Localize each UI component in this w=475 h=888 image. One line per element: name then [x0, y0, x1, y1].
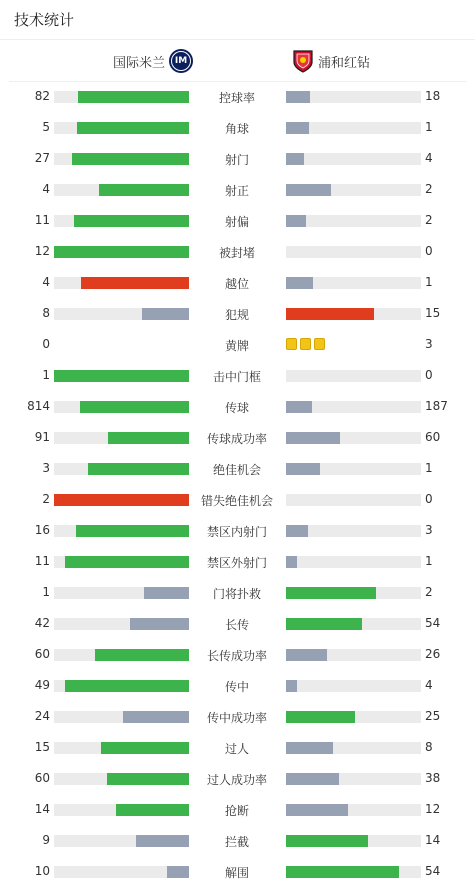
- away-value: 1: [425, 120, 433, 134]
- stat-label: 控球率: [218, 91, 255, 105]
- home-bar-fill: [136, 835, 189, 847]
- away-value: 14: [425, 833, 441, 847]
- away-value: 2: [425, 585, 433, 599]
- stat-label: 门将扑救: [212, 587, 261, 601]
- home-bar-track: [54, 711, 189, 723]
- stat-label: 射门: [224, 153, 249, 167]
- away-bar-track: [286, 246, 421, 258]
- stat-label: 传中: [224, 680, 249, 694]
- teams-header: [9, 40, 466, 82]
- home-bar-fill: [99, 184, 189, 196]
- home-bar-track: [54, 122, 189, 134]
- away-value: 1: [425, 554, 433, 568]
- stat-label: 绝佳机会: [212, 463, 261, 477]
- stat-row: [0, 174, 475, 205]
- home-bar-track: [54, 804, 189, 816]
- away-bar-track: [286, 680, 421, 692]
- yellow-card-icon: [286, 338, 297, 350]
- away-bar-fill: [286, 184, 331, 196]
- away-value: 15: [425, 306, 441, 320]
- home-bar-fill: [88, 463, 189, 475]
- home-value: 82: [34, 89, 50, 103]
- home-value: 4: [42, 182, 50, 196]
- home-bar-track: [54, 556, 189, 568]
- away-value: 1: [425, 461, 433, 475]
- stat-label: 错失绝佳机会: [200, 494, 273, 508]
- home-value: 60: [34, 771, 50, 785]
- page-title: 技术统计: [14, 11, 75, 29]
- stat-label: 解围: [224, 866, 249, 880]
- home-bar-fill: [108, 432, 189, 444]
- stat-row: [0, 267, 475, 298]
- away-bar-fill: [286, 587, 376, 599]
- home-bar-fill: [72, 153, 189, 165]
- away-bar-track: [286, 153, 421, 165]
- away-bar-track: [286, 742, 421, 754]
- away-bar-track: [286, 401, 421, 413]
- stat-row: [0, 236, 475, 267]
- away-value: 0: [425, 244, 433, 258]
- away-value: 1: [425, 275, 433, 289]
- away-bar-track: [286, 804, 421, 816]
- away-value: 25: [425, 709, 441, 723]
- home-value: 49: [34, 678, 50, 692]
- away-bar-track: [286, 184, 421, 196]
- away-value: 2: [425, 182, 433, 196]
- home-value: 3: [42, 461, 50, 475]
- away-bar-fill: [286, 308, 374, 320]
- home-value: 9: [42, 833, 50, 847]
- home-bar-fill: [116, 804, 189, 816]
- away-team-name: 浦和红钻: [318, 55, 371, 71]
- home-bar-track: [54, 680, 189, 692]
- home-bar-track: [54, 835, 189, 847]
- home-bar-track: [54, 525, 189, 537]
- home-bar-fill: [77, 122, 189, 134]
- yellow-card-icon: [300, 338, 311, 350]
- away-value: 54: [425, 864, 441, 878]
- stat-row: [0, 763, 475, 794]
- stat-row: [0, 360, 475, 391]
- away-bar-fill: [286, 680, 297, 692]
- home-bar-track: [54, 277, 189, 289]
- home-bar-fill: [74, 215, 189, 227]
- home-team[interactable]: [113, 48, 193, 74]
- stat-row: [0, 732, 475, 763]
- away-bar-track: [286, 122, 421, 134]
- home-bar-track: [54, 91, 189, 103]
- away-value: 8: [425, 740, 433, 754]
- yellow-card-icon: [314, 338, 325, 350]
- home-bar-track: [54, 866, 189, 878]
- home-value: 14: [34, 802, 50, 816]
- home-value: 15: [34, 740, 50, 754]
- stat-label: 过人成功率: [206, 773, 267, 787]
- home-bar-fill: [130, 618, 189, 630]
- home-bar-track: [54, 494, 189, 506]
- home-bar-fill: [101, 742, 189, 754]
- stat-row: [0, 608, 475, 639]
- home-bar-track: [54, 401, 189, 413]
- yellow-cards: [286, 338, 325, 350]
- away-bar-fill: [286, 649, 327, 661]
- away-value: 26: [425, 647, 441, 661]
- away-bar-track: [286, 649, 421, 661]
- away-value: 54: [425, 616, 441, 630]
- home-bar-fill: [142, 308, 189, 320]
- home-bar-track: [54, 463, 189, 475]
- home-team-name: 国际米兰: [112, 55, 165, 71]
- home-bar-fill: [78, 91, 189, 103]
- stat-row: [0, 515, 475, 546]
- home-bar-track: [54, 587, 189, 599]
- away-bar-fill: [286, 711, 355, 723]
- home-value: 1: [42, 585, 50, 599]
- home-value: 814: [27, 399, 50, 413]
- away-bar-fill: [286, 401, 312, 413]
- away-bar-fill: [286, 91, 310, 103]
- away-bar-fill: [286, 773, 339, 785]
- away-value: 2: [425, 213, 433, 227]
- home-value: 2: [42, 492, 50, 506]
- home-value: 24: [34, 709, 50, 723]
- home-value: 1: [42, 368, 50, 382]
- stat-row: [0, 143, 475, 174]
- away-bar-fill: [286, 618, 362, 630]
- away-value: 60: [425, 430, 441, 444]
- away-bar-fill: [286, 122, 309, 134]
- home-bar-fill: [167, 866, 189, 878]
- away-bar-track: [286, 835, 421, 847]
- stat-row: [0, 856, 475, 887]
- home-bar-track: [54, 370, 189, 382]
- stat-row: [0, 577, 475, 608]
- home-bar-track: [54, 618, 189, 630]
- home-value: 60: [34, 647, 50, 661]
- away-bar-track: [286, 711, 421, 723]
- away-value: 4: [425, 678, 433, 692]
- stat-label: 长传成功率: [206, 649, 267, 663]
- away-value: 187: [425, 399, 448, 413]
- stat-row: [0, 205, 475, 236]
- home-bar-fill: [54, 246, 189, 258]
- home-bar-fill: [76, 525, 189, 537]
- away-bar-fill: [286, 153, 304, 165]
- home-bar-track: [54, 246, 189, 258]
- away-value: 0: [425, 492, 433, 506]
- away-team[interactable]: [292, 48, 370, 74]
- stat-label: 抢断: [224, 804, 249, 818]
- home-value: 4: [42, 275, 50, 289]
- stat-row: [0, 670, 475, 701]
- stat-row: [0, 298, 475, 329]
- away-bar-track: [286, 525, 421, 537]
- away-value: 38: [425, 771, 441, 785]
- away-bar-track: [286, 587, 421, 599]
- away-bar-track: [286, 215, 421, 227]
- stat-row: [0, 422, 475, 453]
- urawa-logo-icon: [292, 49, 314, 73]
- away-bar-track: [286, 308, 421, 320]
- header: [0, 0, 475, 40]
- away-bar-fill: [286, 804, 348, 816]
- stat-label: 传球: [224, 401, 249, 415]
- stat-label: 犯规: [224, 308, 249, 322]
- inter-logo-icon: [169, 49, 193, 73]
- stat-label: 拦截: [224, 835, 249, 849]
- stat-row: [0, 391, 475, 422]
- stat-label: 传球成功率: [206, 432, 267, 446]
- stat-label: 黄牌: [224, 339, 249, 353]
- home-bar-track: [54, 215, 189, 227]
- away-bar-track: [286, 277, 421, 289]
- away-bar-fill: [286, 463, 320, 475]
- away-bar-fill: [286, 525, 308, 537]
- home-bar-track: [54, 153, 189, 165]
- stat-label: 击中门框: [212, 370, 261, 384]
- stat-row: [0, 484, 475, 515]
- home-value: 10: [34, 864, 50, 878]
- home-bar-fill: [65, 556, 189, 568]
- home-value: 16: [34, 523, 50, 537]
- home-bar-fill: [54, 494, 189, 506]
- stat-row: [0, 453, 475, 484]
- home-value: 11: [34, 213, 50, 227]
- away-bar-fill: [286, 742, 333, 754]
- away-value: 0: [425, 368, 433, 382]
- away-bar-track: [286, 618, 421, 630]
- stat-row: [0, 825, 475, 856]
- stat-row: [0, 546, 475, 577]
- home-value: 8: [42, 306, 50, 320]
- home-value: 42: [34, 616, 50, 630]
- stat-label: 禁区内射门: [206, 525, 267, 539]
- home-bar-track: [54, 773, 189, 785]
- home-value: 0: [42, 337, 50, 351]
- home-value: 11: [34, 554, 50, 568]
- stat-label: 传中成功率: [206, 711, 267, 725]
- home-bar-track: [54, 432, 189, 444]
- home-value: 27: [34, 151, 50, 165]
- home-bar-fill: [144, 587, 189, 599]
- stat-row: [0, 112, 475, 143]
- away-bar-track: [286, 866, 421, 878]
- home-bar-track: [54, 184, 189, 196]
- away-bar-track: [286, 370, 421, 382]
- home-bar-track: [54, 308, 189, 320]
- away-bar-fill: [286, 835, 368, 847]
- stat-label: 射正: [224, 184, 249, 198]
- stat-label: 角球: [224, 122, 249, 136]
- home-bar-fill: [80, 401, 189, 413]
- stat-row: [0, 794, 475, 825]
- away-bar-track: [286, 556, 421, 568]
- home-bar-fill: [95, 649, 190, 661]
- stat-row: [0, 329, 475, 360]
- home-value: 12: [34, 244, 50, 258]
- away-bar-track: [286, 494, 421, 506]
- away-value: 12: [425, 802, 441, 816]
- away-bar-track: [286, 432, 421, 444]
- away-bar-track: [286, 773, 421, 785]
- stat-label: 过人: [224, 742, 249, 756]
- stat-label: 射偏: [224, 215, 249, 229]
- away-bar-fill: [286, 556, 297, 568]
- stat-label: 被封堵: [218, 246, 255, 260]
- away-value: 18: [425, 89, 441, 103]
- away-bar-track: [286, 463, 421, 475]
- away-bar-fill: [286, 277, 313, 289]
- home-value: 5: [42, 120, 50, 134]
- away-bar-track: [286, 91, 421, 103]
- home-bar-fill: [123, 711, 189, 723]
- stat-row: [0, 81, 475, 112]
- home-bar-fill: [65, 680, 189, 692]
- home-bar-track: [54, 742, 189, 754]
- stat-label: 长传: [224, 618, 249, 632]
- home-bar-fill: [107, 773, 189, 785]
- home-bar-fill: [81, 277, 189, 289]
- away-value: 3: [425, 337, 433, 351]
- inter-logo-text: IM: [171, 51, 191, 71]
- home-bar-fill: [54, 370, 189, 382]
- away-bar-fill: [286, 215, 306, 227]
- stat-label: 禁区外射门: [206, 556, 267, 570]
- stat-row: [0, 701, 475, 732]
- stat-row: [0, 639, 475, 670]
- away-value: 3: [425, 523, 433, 537]
- away-bar-fill: [286, 432, 340, 444]
- home-bar-track: [54, 649, 189, 661]
- home-value: 91: [34, 430, 50, 444]
- away-value: 4: [425, 151, 433, 165]
- stat-label: 越位: [224, 277, 249, 291]
- away-bar-fill: [286, 866, 399, 878]
